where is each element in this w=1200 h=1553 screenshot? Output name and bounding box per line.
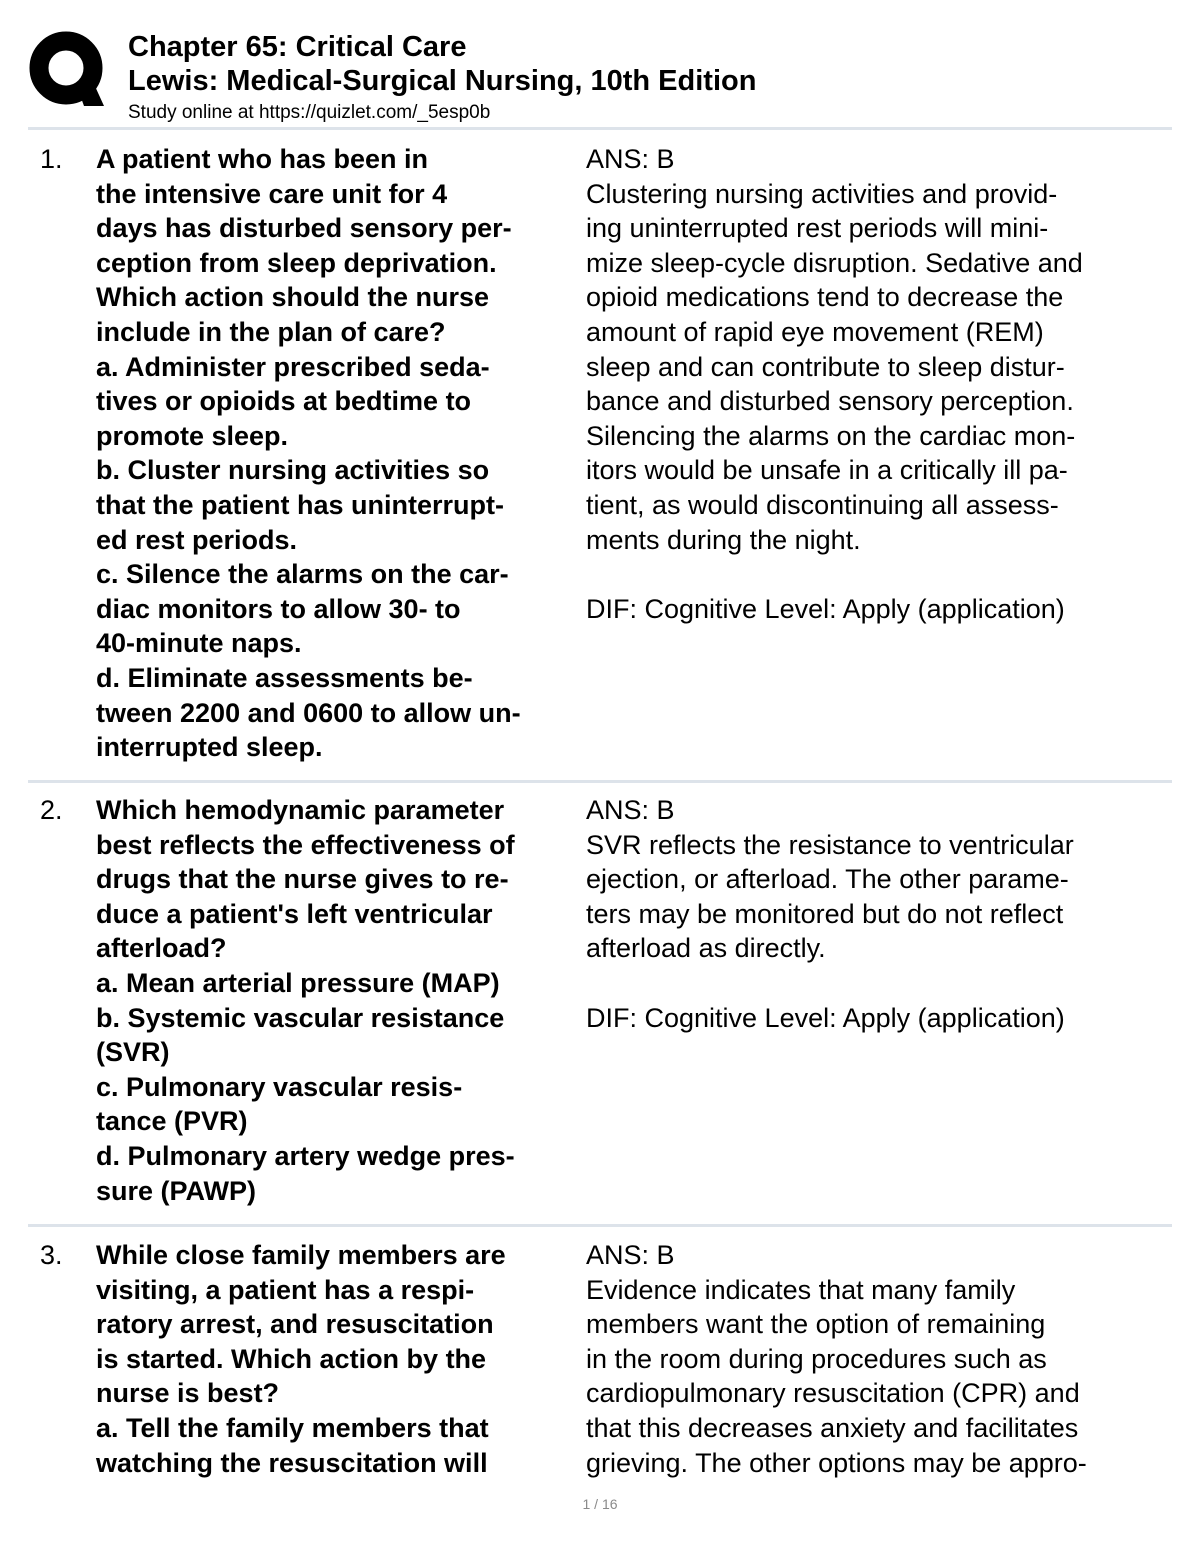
document-header [128, 30, 756, 126]
question-line: d. Pulmonary artery wedge pres- [96, 1140, 515, 1171]
question-line: A patient who has been in [96, 144, 429, 174]
question-line: include in the plan of care? [96, 316, 446, 347]
card-number: 1. [40, 144, 63, 174]
question-line: ed rest periods. [96, 524, 298, 555]
answer-line: amount of rapid eye movement (REM) [586, 316, 1044, 347]
answer-line: opioid medications tend to decrease the [586, 282, 1064, 313]
question-line: afterload? [96, 933, 227, 964]
answer-line: SVR reflects the resistance to ventricular [586, 829, 1074, 860]
question-line: tance (PVR) [96, 1106, 248, 1137]
answer-line: itors would be unsafe in a critically ill pa- [586, 455, 1068, 486]
answer-line: members want the option of remaining [586, 1309, 1046, 1340]
quizlet-logo-icon [28, 30, 106, 108]
card-divider [28, 780, 1172, 783]
answer-line: mize sleep-cycle disruption. Sedative and [586, 247, 1083, 278]
question-line: ception from sleep deprivation. [96, 247, 497, 278]
answer-line: tient, as would discontinuing all assess- [586, 489, 1059, 520]
question-line: (SVR) [96, 1037, 170, 1068]
question-line: b. Systemic vascular resistance [96, 1002, 505, 1033]
question-line: c. Silence the alarms on the car- [96, 559, 509, 590]
question-line: promote sleep. [96, 420, 289, 451]
card-number: 2. [40, 795, 63, 825]
question-line: days has disturbed sensory per- [96, 213, 512, 244]
question-line: tives or opioids at bedtime to [96, 386, 472, 417]
answer-line: ing uninterrupted rest periods will mini- [586, 213, 1049, 244]
answer-line: ters may be monitored but do not reflect [586, 898, 1064, 929]
answer-line: Silencing the alarms on the cardiac mon- [586, 420, 1076, 451]
card-question [96, 142, 582, 765]
answer-line: ANS: B [586, 795, 675, 825]
card-answer [586, 1238, 1166, 1480]
card-question [96, 1238, 582, 1480]
question-line: tween 2200 and 0600 to allow un- [96, 697, 521, 728]
question-line: a. Administer prescribed seda- [96, 351, 490, 382]
page-number: 1 / 16 [582, 1496, 618, 1512]
answer-line: ejection, or afterload. The other parame- [586, 864, 1069, 895]
question-line: is started. Which action by the [96, 1343, 487, 1374]
question-line: a. Mean arterial pressure (MAP) [96, 967, 500, 998]
question-line: visiting, a patient has a respi- [96, 1274, 475, 1305]
question-line: drugs that the nurse gives to re- [96, 864, 509, 895]
card-answer [586, 793, 1166, 1035]
card-question [96, 793, 582, 1208]
answer-line: afterload as directly. [586, 933, 826, 964]
answer-line: Clustering nursing activities and provid- [586, 178, 1058, 209]
question-line: b. Cluster nursing activities so [96, 455, 490, 486]
question-line: a. Tell the family members that [96, 1412, 489, 1443]
study-link[interactable]: Study online at https://quizlet.com/_5esp0b [128, 102, 491, 123]
question-line: ratory arrest, and resuscitation [96, 1309, 494, 1340]
answer-line: in the room during procedures such as [586, 1343, 1047, 1374]
answer-line: cardiopulmonary resuscitation (CPR) and [586, 1378, 1080, 1409]
answer-spacer [586, 966, 1166, 1001]
question-line: that the patient has uninterrupt- [96, 489, 504, 520]
book-title: Lewis: Medical-Surgical Nursing, 10th Edition [128, 65, 757, 97]
question-line: c. Pulmonary vascular resis- [96, 1071, 463, 1102]
question-line: sure (PAWP) [96, 1175, 257, 1206]
question-line: d. Eliminate assessments be- [96, 662, 473, 693]
question-line: nurse is best? [96, 1378, 280, 1409]
answer-line: ments during the night. [586, 524, 861, 555]
answer-line: ANS: B [586, 1240, 675, 1270]
question-line: the intensive care unit for 4 [96, 178, 448, 209]
card-divider [28, 1224, 1172, 1227]
answer-line: grieving. The other options may be appro- [586, 1447, 1087, 1478]
header-divider [28, 127, 1172, 130]
card-answer [586, 142, 1166, 626]
question-line: 40-minute naps. [96, 628, 302, 659]
question-line: diac monitors to allow 30- to [96, 593, 461, 624]
question-line: duce a patient's left ventricular [96, 898, 493, 929]
difficulty-line: DIF: Cognitive Level: Apply (application) [586, 1002, 1065, 1033]
question-line: Which action should the nurse [96, 282, 490, 313]
answer-line: ANS: B [586, 144, 675, 174]
answer-spacer [586, 557, 1166, 592]
answer-line: bance and disturbed sensory perception. [586, 386, 1074, 417]
question-line: interrupted sleep. [96, 732, 323, 763]
question-line: While close family members are [96, 1240, 506, 1270]
chapter-title: Chapter 65: Critical Care [128, 31, 467, 63]
answer-line: Evidence indicates that many family [586, 1274, 1016, 1305]
answer-line: sleep and can contribute to sleep distur- [586, 351, 1065, 382]
question-line: Which hemodynamic parameter [96, 795, 505, 825]
difficulty-line: DIF: Cognitive Level: Apply (application) [586, 593, 1065, 624]
question-line: watching the resuscitation will [96, 1447, 488, 1478]
question-line: best reflects the effectiveness of [96, 829, 515, 860]
card-number: 3. [40, 1240, 63, 1270]
answer-line: that this decreases anxiety and facilitates [586, 1412, 1079, 1443]
